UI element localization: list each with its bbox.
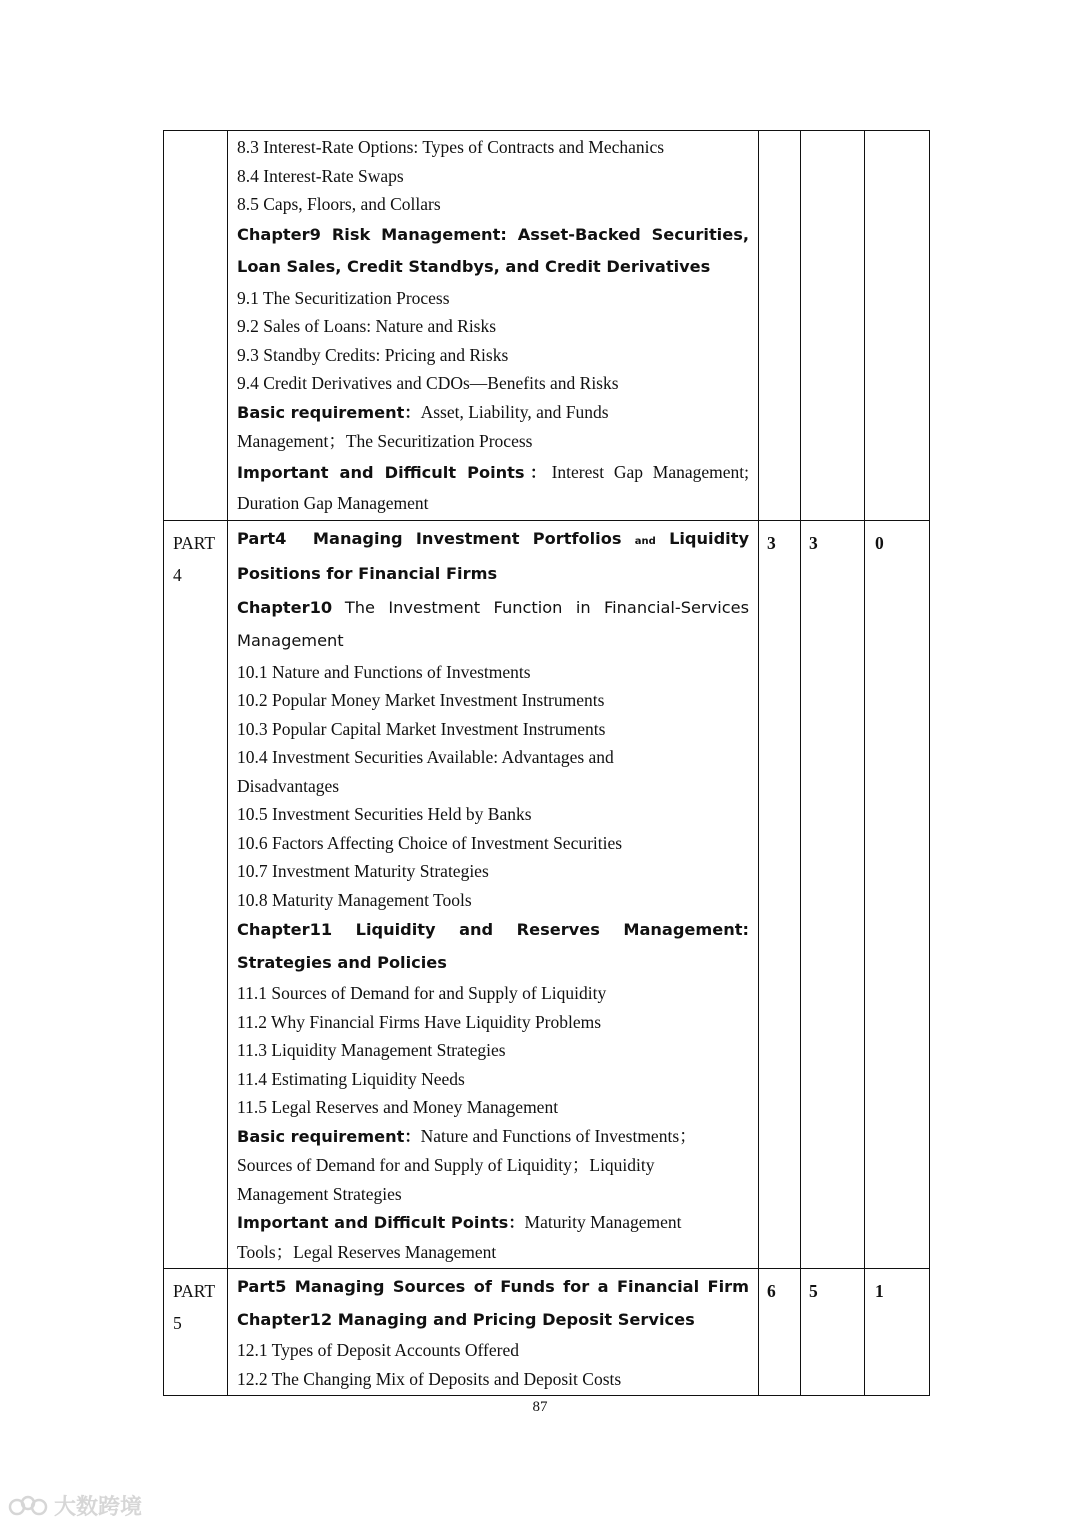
part-cell-empty (164, 131, 228, 521)
important-points (237, 1208, 749, 1238)
list-item: 10.8 Maturity Management Tools (237, 889, 472, 910)
basic-requirement (237, 398, 749, 428)
list-item: 9.3 Standby Credits: Pricing and Risks (237, 344, 509, 365)
list-item: Disadvantages (237, 775, 340, 796)
chapter-title-cont: Management (237, 631, 344, 650)
table-row (164, 520, 930, 1269)
chapter-heading: Chapter9 Risk Management: Asset-Backed Securities, (237, 224, 749, 244)
important-points-text: Interest Gap Management; (551, 461, 749, 482)
chapter-heading (237, 591, 749, 625)
part-word: PART (173, 1281, 216, 1301)
watermark-text: 大数跨境 (54, 1495, 143, 1520)
list-item: 12.2 The Changing Mix of Deposits and Deposit Costs (237, 1368, 622, 1389)
part-title-part: Part4 (237, 528, 287, 548)
important-points-cont: Duration Gap Management (237, 493, 429, 513)
list-item: 10.6 Factors Affecting Choice of Investment Securities (237, 832, 623, 853)
watermark (8, 1490, 142, 1521)
num-cell-empty (865, 131, 930, 521)
num-cell-empty (759, 131, 801, 521)
hours-lecture: 3 (801, 520, 865, 1269)
content-cell (228, 131, 759, 521)
list-item: 10.4 Investment Securities Available: Advantages and (237, 747, 614, 767)
hours-total: 6 (759, 1269, 801, 1396)
content-cell (228, 520, 759, 1269)
part-title-end: Liquidity (669, 528, 750, 548)
list-item: 10.1 Nature and Functions of Investments (237, 661, 531, 682)
chapter-label: Chapter10 (237, 597, 333, 617)
chapter-heading-cont: Loan Sales, Credit Standbys, and Credit Derivatives (237, 257, 711, 276)
content-cell (228, 1269, 759, 1396)
basic-requirement-cont: Management Strategies (237, 1183, 402, 1204)
important-points-label: Important and Difficult Points： (237, 462, 552, 482)
basic-requirement-text: Asset, Liability, and Funds (420, 401, 609, 422)
part-label (164, 1269, 228, 1396)
syllabus-table (163, 130, 930, 1396)
table-row (164, 1269, 930, 1396)
list-item: 11.2 Why Financial Firms Have Liquidity Problems (237, 1011, 602, 1032)
part-number: 4 (173, 564, 182, 585)
hours-practice: 1 (865, 1269, 930, 1396)
hours-lecture: 5 (801, 1269, 865, 1396)
list-item: 9.2 Sales of Loans: Nature and Risks (237, 316, 497, 336)
hours-total: 3 (759, 520, 801, 1269)
list-item: 11.4 Estimating Liquidity Needs (237, 1068, 465, 1089)
list-item: 9.4 Credit Derivatives and CDOs—Benefits and Risks (237, 373, 619, 393)
part-word: PART (173, 532, 216, 553)
part-title (237, 523, 749, 559)
list-item: 10.7 Investment Maturity Strategies (237, 861, 489, 881)
chapter-heading-cont: Strategies and Policies (237, 952, 447, 972)
list-item: 10.5 Investment Securities Held by Banks (237, 804, 532, 824)
list-item: 11.1 Sources of Demand for and Supply of Liquidity (237, 983, 607, 1003)
list-item: 10.3 Popular Capital Market Investment Instruments (237, 718, 606, 739)
basic-requirement-text: Nature and Functions of Investments； (420, 1125, 697, 1146)
part-title-and: and (634, 535, 656, 547)
list-item: 8.4 Interest-Rate Swaps (237, 165, 404, 186)
basic-requirement-label: Basic requirement： (237, 402, 421, 422)
chapter-heading: Chapter12 Managing and Pricing Deposit Services (237, 1309, 695, 1329)
list-item: 12.1 Types of Deposit Accounts Offered (237, 1340, 519, 1360)
basic-requirement-label: Basic requirement： (237, 1126, 421, 1146)
basic-requirement (237, 1122, 749, 1152)
basic-requirement-cont: Management；The Securitization Process (237, 431, 533, 451)
part-number: 5 (173, 1313, 182, 1333)
watermark-logo-icon (8, 1493, 48, 1519)
part-title-cont: Positions for Financial Firms (237, 564, 498, 583)
table-row (164, 131, 930, 521)
page-number: 87 (532, 1399, 548, 1415)
part-title-mid: Managing Investment Portfolios (312, 528, 622, 548)
hours-practice: 0 (865, 520, 930, 1269)
list-item: 8.3 Interest-Rate Options: Types of Contracts and Mechanics (237, 137, 665, 157)
list-item: 11.5 Legal Reserves and Money Management (237, 1097, 559, 1117)
important-points-label: Important and Difficult Points： (237, 1213, 525, 1232)
important-points-text: Maturity Management (524, 1212, 682, 1232)
basic-requirement-cont: Sources of Demand for and Supply of Liquidity；Liquidity (237, 1155, 655, 1175)
num-cell-empty (801, 131, 865, 521)
list-item: 9.1 The Securitization Process (237, 287, 450, 308)
chapter-title: The Investment Function in Financial-Services (344, 597, 750, 617)
part-title: Part5 Managing Sources of Funds for a Financial Firm (237, 1277, 749, 1296)
chapter-heading-cont (237, 624, 749, 658)
list-item: 11.3 Liquidity Management Strategies (237, 1040, 506, 1060)
chapter-heading: Chapter11 Liquidity and Reserves Management: (237, 920, 749, 939)
list-item: 10.2 Popular Money Market Investment Instruments (237, 690, 605, 710)
important-points-cont: Tools；Legal Reserves Management (237, 1241, 497, 1262)
list-item: 8.5 Caps, Floors, and Collars (237, 194, 441, 214)
important-points (237, 456, 749, 490)
part-label (164, 520, 228, 1269)
